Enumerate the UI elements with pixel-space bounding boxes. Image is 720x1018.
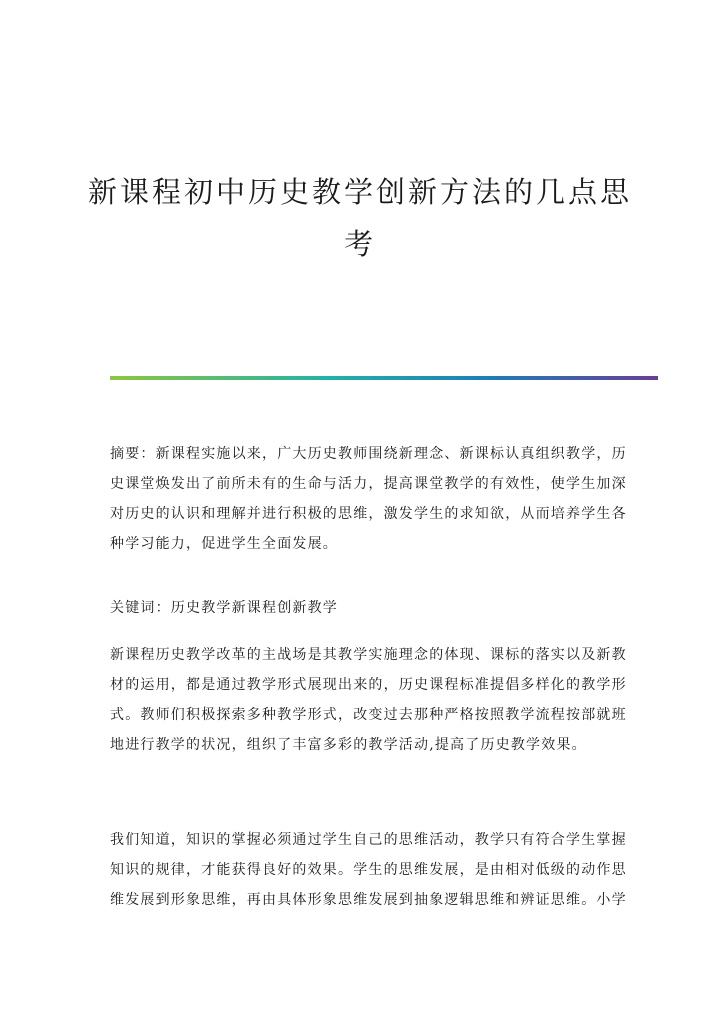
body-paragraph-1 bbox=[110, 640, 627, 760]
body-line: 知识的规律，才能获得良好的效果。学生的思维发展，是由相对低级的动作思 bbox=[110, 862, 627, 878]
body-line: 新课程历史教学改革的主战场是其教学实施理念的体现、课标的落实以及新教 bbox=[110, 647, 627, 663]
body-paragraph-2 bbox=[110, 825, 627, 915]
page-title-line-2: 考 bbox=[343, 227, 376, 261]
body-line: 维发展到形象思维，再由具体形象思维发展到抽象逻辑思维和辨证思维。小学 bbox=[110, 892, 627, 908]
abstract-line: 种学习能力，促进学生全面发展。 bbox=[110, 536, 338, 552]
gradient-divider bbox=[110, 376, 658, 380]
abstract-line: 史课堂焕发出了前所未有的生命与活力，提高课堂教学的有效性，使学生加深 bbox=[110, 476, 627, 492]
body-line: 我们知道，知识的掌握必须通过学生自己的思维活动，教学只有符合学生掌握 bbox=[110, 832, 627, 848]
abstract-line: 对历史的认识和理解并进行积极的思维，激发学生的求知欲，从而培养学生各 bbox=[110, 506, 627, 522]
abstract-paragraph bbox=[110, 439, 627, 559]
body-line: 式。教师们积极探索多种教学形式，改变过去那种严格按照教学流程按部就班 bbox=[110, 707, 627, 723]
keywords-line: 关键词：历史教学新课程创新教学 bbox=[110, 600, 338, 616]
body-line: 材的运用，都是通过教学形式展现出来的，历史课程标准提倡多样化的教学形 bbox=[110, 677, 627, 693]
page-title-line-1: 新课程初中历史教学创新方法的几点思 bbox=[87, 175, 632, 209]
abstract-line: 摘要：新课程实施以来，广大历史教师围绕新理念、新课标认真组织教学，历 bbox=[110, 446, 627, 462]
body-line: 地进行教学的状况，组织了丰富多彩的教学活动,提高了历史教学效果。 bbox=[110, 737, 587, 753]
keywords-paragraph bbox=[110, 593, 610, 623]
